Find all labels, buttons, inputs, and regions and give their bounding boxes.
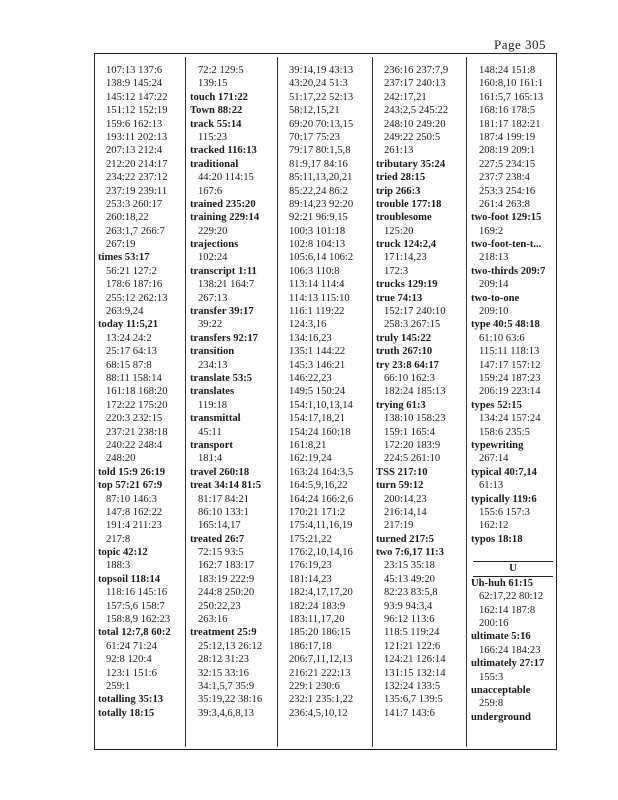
index-headword: track 55:14 bbox=[190, 118, 242, 130]
index-entry-line: 147:8 162:22 bbox=[106, 506, 163, 518]
index-entry-line: 151:12 152:19 bbox=[106, 105, 168, 117]
index-headword: transfer 39:17 bbox=[190, 306, 254, 318]
index-entry-line: 107:13 137:6 bbox=[106, 65, 163, 76]
column-separator-4 bbox=[466, 57, 467, 747]
index-entry-line: 152:17 240:10 bbox=[384, 306, 446, 318]
index-entry-line: 181:14,23 bbox=[289, 573, 332, 585]
index-entry-line: 259:8 bbox=[479, 698, 504, 710]
index-entry-line: 141:7 143:6 bbox=[384, 707, 435, 719]
index-entry-line: 86:10 133:1 bbox=[198, 506, 249, 518]
index-entry-line: 208:19 209:1 bbox=[479, 145, 536, 157]
index-entry-line: 146:22,23 bbox=[289, 372, 332, 384]
index-headword: typical 40:7,14 bbox=[471, 466, 537, 478]
index-entry-line: 178:6 187:16 bbox=[106, 279, 163, 291]
index-entry-line: 89:14,23 92:20 bbox=[289, 198, 354, 210]
index-entry-line: 39:14,19 43:13 bbox=[289, 65, 354, 76]
index-entry-line: 25:12,13 26:12 bbox=[198, 640, 263, 652]
index-entry-line: 229:1 230:6 bbox=[289, 680, 340, 692]
index-entry-line: 175:4,11,16,19 bbox=[289, 520, 353, 532]
index-entry-line: 209:10 bbox=[479, 306, 509, 318]
index-headword: training 229:14 bbox=[190, 212, 260, 224]
index-headword: type 40:5 48:18 bbox=[471, 319, 540, 331]
index-entry-line: 93:9 94:3,4 bbox=[384, 600, 433, 612]
index-entry-line: 255:12 262:13 bbox=[106, 292, 168, 304]
index-entry-line: 51:17,22 52:13 bbox=[289, 91, 354, 103]
index-entry-line: 44:20 114:15 bbox=[198, 172, 254, 184]
index-entry-line: 259:1 bbox=[106, 680, 131, 692]
index-entry-line: 236:4,5,10,12 bbox=[289, 707, 348, 719]
index-entry-line: 106:3 110:8 bbox=[289, 265, 340, 277]
index-entry-line: 164:24 166:2,6 bbox=[289, 493, 354, 505]
index-entry-line: 191:4 211:23 bbox=[106, 520, 162, 532]
index-headword: tracked 116:13 bbox=[190, 145, 257, 157]
index-entry-line: 154:17,18,21 bbox=[289, 413, 345, 425]
index-entry-line: 237:19 239:11 bbox=[106, 185, 168, 197]
index-entry-line: 82:23 83:5,8 bbox=[384, 587, 438, 599]
index-entry-line: 166:24 184:23 bbox=[479, 644, 541, 656]
index-headword: ultimate 5:16 bbox=[471, 631, 531, 643]
index-entry-line: 39:3,4,6,8,13 bbox=[198, 707, 254, 719]
index-headword: unacceptable bbox=[471, 684, 531, 696]
index-entry-line: 158:8,9 162:23 bbox=[106, 614, 171, 626]
index-entry-line: 263:1,7 266:7 bbox=[106, 225, 165, 237]
index-column-4 bbox=[376, 64, 460, 720]
index-headword: totalling 35:13 bbox=[98, 694, 164, 706]
index-entry-line: 85:22,24 86:2 bbox=[289, 185, 348, 197]
index-headword: true 74:13 bbox=[376, 292, 423, 304]
index-headword: trained 235:20 bbox=[190, 198, 256, 210]
index-entry-line: 154:1,10,13,14 bbox=[289, 399, 353, 411]
index-headword: Uh-huh 61:15 bbox=[471, 577, 534, 589]
index-entry-line: 161:18 168:20 bbox=[106, 386, 168, 398]
index-headword: transport bbox=[190, 439, 233, 451]
index-headword: top 57:21 67:9 bbox=[98, 480, 163, 492]
index-entry-line: 114:13 115:10 bbox=[289, 292, 350, 304]
index-headword: truth 267:10 bbox=[376, 346, 433, 358]
index-entry-line: 158:6 235:5 bbox=[479, 426, 530, 438]
index-entry-line: 58:12,15,21 bbox=[289, 105, 340, 117]
index-entry-line: 116:1 119:22 bbox=[289, 306, 345, 318]
index-entry-line: 139:15 bbox=[198, 78, 228, 90]
index-entry-line: 155:6 157:3 bbox=[479, 506, 530, 518]
index-entry-line: 237:7 238:4 bbox=[479, 172, 530, 184]
index-entry-line: 267:14 bbox=[479, 453, 509, 465]
index-entry-line: 25:17 64:13 bbox=[106, 346, 157, 358]
index-entry-line: 172:22 175:20 bbox=[106, 399, 168, 411]
index-entry-line: 87:10 146:3 bbox=[106, 493, 157, 505]
index-entry-line: 102:24 bbox=[198, 252, 228, 264]
index-entry-line: 159:1 165:4 bbox=[384, 426, 435, 438]
index-entry-line: 138:21 164:7 bbox=[198, 279, 255, 291]
index-entry-line: 119:18 bbox=[198, 399, 228, 411]
index-column-2 bbox=[190, 64, 274, 720]
index-headword: tributary 35:24 bbox=[376, 158, 446, 170]
index-entry-line: 253:3 254:16 bbox=[479, 185, 536, 197]
index-entry-line: 79:17 80:1,5,8 bbox=[289, 145, 351, 157]
index-headword: types 52:15 bbox=[471, 399, 522, 411]
index-headword: translates bbox=[190, 386, 235, 398]
index-entry-line: 182:24 183:9 bbox=[289, 600, 346, 612]
index-entry-line: 45:11 bbox=[198, 426, 222, 438]
index-entry-line: 250:22,23 bbox=[198, 600, 241, 612]
index-entry-line: 147:17 157:12 bbox=[479, 359, 541, 371]
column-separator-1 bbox=[185, 57, 186, 747]
index-entry-line: 149:5 150:24 bbox=[289, 386, 346, 398]
index-entry-line: 218:13 bbox=[479, 252, 509, 264]
index-headword: transmittal bbox=[190, 413, 241, 425]
index-headword: typically 119:6 bbox=[471, 493, 537, 505]
index-entry-line: 134:16,23 bbox=[289, 332, 332, 344]
index-entry-line: 155:3 bbox=[479, 671, 504, 683]
index-entry-line: 176:19,23 bbox=[289, 560, 332, 572]
index-headword: transfers 92:17 bbox=[190, 332, 258, 344]
index-headword: times 53:17 bbox=[98, 252, 150, 264]
index-entry-line: 61:13 bbox=[479, 480, 504, 492]
index-headword: topsoil 118:14 bbox=[98, 573, 161, 585]
index-entry-line: 249:22 250:5 bbox=[384, 131, 441, 143]
index-entry-line: 248:10 249:20 bbox=[384, 118, 446, 130]
index-entry-line: 35:19,22 38:16 bbox=[198, 694, 263, 706]
index-entry-line: 217:19 bbox=[384, 520, 414, 532]
index-entry-line: 248:20 bbox=[106, 453, 136, 465]
index-entry-line: 261:13 bbox=[384, 145, 414, 157]
index-entry-line: 162:14 187:8 bbox=[479, 604, 536, 616]
index-entry-line: 124:21 126:14 bbox=[384, 654, 446, 666]
column-separator-2 bbox=[277, 57, 278, 747]
index-entry-line: 181:4 bbox=[198, 453, 223, 465]
index-entry-line: 69:20 70:13,15 bbox=[289, 118, 354, 130]
index-entry-line: 172:3 bbox=[384, 265, 409, 277]
index-entry-line: 43:20,24 51:3 bbox=[289, 78, 348, 90]
blank-line bbox=[471, 546, 555, 559]
index-entry-line: 187:4 199:19 bbox=[479, 131, 536, 143]
index-entry-line: 188:3 bbox=[106, 560, 131, 572]
index-entry-line: 96:12 113:6 bbox=[384, 614, 435, 626]
index-entry-line: 232:1 235:1,22 bbox=[289, 694, 354, 706]
index-entry-line: 209:14 bbox=[479, 279, 509, 291]
index-entry-line: 267:13 bbox=[198, 292, 228, 304]
index-entry-line: 181:17 182:21 bbox=[479, 118, 541, 130]
index-headword: typos 18:18 bbox=[471, 533, 523, 545]
index-entry-line: 62:17,22 80:12 bbox=[479, 591, 544, 603]
index-entry-line: 217:8 bbox=[106, 533, 131, 545]
index-entry-line: 175:21,22 bbox=[289, 533, 332, 545]
index-entry-line: 134:24 157:24 bbox=[479, 413, 541, 425]
index-entry-line: 263:9,24 bbox=[106, 306, 144, 318]
index-entry-line: 113:14 114:4 bbox=[289, 279, 345, 291]
index-entry-line: 164:5,9,16,22 bbox=[289, 480, 348, 492]
index-headword: underground bbox=[471, 711, 531, 723]
index-headword: two 7:6,17 11:3 bbox=[376, 547, 444, 559]
index-entry-line: 115:23 bbox=[198, 131, 228, 143]
index-entry-line: 162:7 183:17 bbox=[198, 560, 255, 572]
index-column-5 bbox=[471, 64, 555, 724]
index-entry-line: 258:3 267:15 bbox=[384, 319, 441, 331]
index-headword: typewriting bbox=[471, 439, 524, 451]
index-entry-line: 182:24 185:13 bbox=[384, 386, 446, 398]
index-entry-line: 28:12 31:23 bbox=[198, 654, 249, 666]
index-headword: total 12:7,8 60:2 bbox=[98, 627, 171, 639]
index-entry-line: 168:16 178:5 bbox=[479, 105, 536, 117]
index-entry-line: 34:1,5,7 35:9 bbox=[198, 680, 255, 692]
index-entry-line: 123:1 151:6 bbox=[106, 667, 157, 679]
index-entry-line: 81:17 84:21 bbox=[198, 493, 249, 505]
index-headword: trajections bbox=[190, 239, 239, 251]
index-headword: two-foot 129:15 bbox=[471, 212, 542, 224]
index-headword: traditional bbox=[190, 158, 239, 170]
index-headword: trucks 129:19 bbox=[376, 279, 438, 291]
index-headword: truly 145:22 bbox=[376, 332, 432, 344]
index-entry-line: 39:22 bbox=[198, 319, 223, 331]
index-entry-line: 92:21 96:9,15 bbox=[289, 212, 348, 224]
index-headword: turned 217:5 bbox=[376, 533, 434, 545]
index-entry-line: 240:22 248:4 bbox=[106, 439, 163, 451]
index-entry-line: 105:6,14 106:2 bbox=[289, 252, 354, 264]
index-entry-line: 260:18,22 bbox=[106, 212, 149, 224]
index-entry-line: 253:3 260:17 bbox=[106, 198, 163, 210]
index-entry-line: 72:15 93:5 bbox=[198, 547, 244, 559]
index-headword: trip 266:3 bbox=[376, 185, 421, 197]
index-entry-line: 121:21 122:6 bbox=[384, 640, 441, 652]
index-column-3 bbox=[289, 64, 373, 720]
index-entry-line: 61:10 63:6 bbox=[479, 332, 525, 344]
index-entry-line: 227:5 234:15 bbox=[479, 158, 536, 170]
index-entry-line: 234:22 237:12 bbox=[106, 172, 168, 184]
index-entry-line: 70:17 75:23 bbox=[289, 131, 340, 143]
index-headword: ultimately 27:17 bbox=[471, 658, 545, 670]
index-entry-line: 186:17,18 bbox=[289, 640, 332, 652]
index-entry-line: 68:15 87:8 bbox=[106, 359, 152, 371]
index-headword: Town 88:22 bbox=[190, 105, 243, 117]
index-entry-line: 56:21 127:2 bbox=[106, 265, 157, 277]
index-headword: told 15:9 26:19 bbox=[98, 466, 166, 478]
index-entry-line: 66:10 162:3 bbox=[384, 372, 435, 384]
index-headword: try 23:8 64:17 bbox=[376, 359, 439, 371]
index-entry-line: 138:9 145:24 bbox=[106, 78, 163, 90]
index-entry-line: 185:20 186:15 bbox=[289, 627, 351, 639]
index-entry-line: 207:13 212:4 bbox=[106, 145, 163, 157]
index-entry-line: 118:5 119:24 bbox=[384, 627, 440, 639]
index-entry-line: 85:11,13,20,21 bbox=[289, 172, 353, 184]
index-headword: treat 34:14 81:5 bbox=[190, 480, 261, 492]
index-entry-line: 206:7,11,12,13 bbox=[289, 654, 353, 666]
index-entry-line: 23:15 35:18 bbox=[384, 560, 435, 572]
index-entry-line: 237:17 240:13 bbox=[384, 78, 446, 90]
index-entry-line: 118:16 145:16 bbox=[106, 587, 168, 599]
index-headword: trouble 177:18 bbox=[376, 198, 442, 210]
index-entry-line: 115:11 118:13 bbox=[479, 346, 540, 358]
index-entry-line: 212:20 214:17 bbox=[106, 158, 168, 170]
index-entry-line: 88:11 158:14 bbox=[106, 372, 162, 384]
index-headword: transition bbox=[190, 346, 235, 358]
index-entry-line: 263:16 bbox=[198, 614, 228, 626]
index-entry-line: 236:16 237:7,9 bbox=[384, 65, 449, 76]
index-entry-line: 216:21 222:13 bbox=[289, 667, 351, 679]
index-headword: touch 171:22 bbox=[190, 91, 248, 103]
index-entry-line: 148:24 151:8 bbox=[479, 65, 536, 76]
index-entry-line: 61:24 71:24 bbox=[106, 640, 157, 652]
index-entry-line: 170:21 171:2 bbox=[289, 506, 346, 518]
section-letter: U bbox=[473, 561, 553, 576]
index-headword: travel 260:18 bbox=[190, 466, 250, 478]
index-entry-line: 171:14,23 bbox=[384, 252, 427, 264]
index-entry-line: 32:15 33:16 bbox=[198, 667, 249, 679]
index-entry-line: 229:20 bbox=[198, 225, 228, 237]
index-headword: TSS 217:10 bbox=[376, 466, 428, 478]
index-headword: treated 26:7 bbox=[190, 533, 245, 545]
index-entry-line: 234:13 bbox=[198, 359, 228, 371]
index-entry-line: 261:4 263:8 bbox=[479, 198, 530, 210]
index-entry-line: 216:14,14 bbox=[384, 506, 427, 518]
index-entry-line: 102:8 104:13 bbox=[289, 239, 346, 251]
index-entry-line: 220:3 232:15 bbox=[106, 413, 163, 425]
index-entry-line: 72:2 129:5 bbox=[198, 65, 244, 76]
index-entry-line: 92:8 120:4 bbox=[106, 654, 152, 666]
index-headword: transcript 1:11 bbox=[190, 265, 257, 277]
index-entry-line: 193:11 202:13 bbox=[106, 131, 168, 143]
index-headword: truck 124:2,4 bbox=[376, 239, 437, 251]
index-entry-line: 154:24 160:18 bbox=[289, 426, 351, 438]
index-entry-line: 162:19,24 bbox=[289, 453, 332, 465]
index-headword: today 11:5,21 bbox=[98, 319, 159, 331]
index-headword: totally 18:15 bbox=[98, 707, 155, 719]
index-entry-line: 100:3 101:18 bbox=[289, 225, 346, 237]
index-headword: two-foot-ten-t... bbox=[471, 239, 542, 251]
index-headword: tried 28:15 bbox=[376, 172, 426, 184]
index-entry-line: 200:16 bbox=[479, 618, 509, 630]
index-entry-line: 125:20 bbox=[384, 225, 414, 237]
index-entry-line: 159:6 162:13 bbox=[106, 118, 163, 130]
index-entry-line: 200:14,23 bbox=[384, 493, 427, 505]
index-entry-line: 161:8,21 bbox=[289, 439, 327, 451]
index-headword: translate 53:5 bbox=[190, 372, 253, 384]
index-entry-line: 267:19 bbox=[106, 239, 136, 251]
index-entry-line: 206:19 223:14 bbox=[479, 386, 541, 398]
index-entry-line: 161:5,7 165:13 bbox=[479, 91, 544, 103]
index-headword: treatment 25:9 bbox=[190, 627, 257, 639]
index-entry-line: 169:2 bbox=[479, 225, 504, 237]
index-headword: two-to-one bbox=[471, 292, 520, 304]
index-entry-line: 145:12 147:22 bbox=[106, 91, 168, 103]
index-headword: turn 59:12 bbox=[376, 480, 424, 492]
index-entry-line: 138:10 158:23 bbox=[384, 413, 446, 425]
index-entry-line: 81:9,17 84:16 bbox=[289, 158, 348, 170]
index-entry-line: 159:24 187:23 bbox=[479, 372, 541, 384]
index-entry-line: 13:24 24:2 bbox=[106, 332, 152, 344]
index-entry-line: 176:2,10,14,16 bbox=[289, 547, 353, 559]
index-entry-line: 132:24 133:5 bbox=[384, 680, 441, 692]
index-entry-line: 183:19 222:9 bbox=[198, 573, 255, 585]
index-entry-line: 163:24 164:3,5 bbox=[289, 466, 354, 478]
index-headword: troublesome bbox=[376, 212, 432, 224]
index-entry-line: 243:2,5 245:22 bbox=[384, 105, 449, 117]
index-entry-line: 244:8 250:20 bbox=[198, 587, 255, 599]
index-headword: two-thirds 209:7 bbox=[471, 265, 546, 277]
index-entry-line: 135:6,7 139:5 bbox=[384, 694, 443, 706]
index-entry-line: 242:17,21 bbox=[384, 91, 427, 103]
index-entry-line: 182:4,17,17,20 bbox=[289, 587, 353, 599]
index-headword: topic 42:12 bbox=[98, 547, 148, 559]
index-entry-line: 162:12 bbox=[479, 520, 509, 532]
index-entry-line: 224:5 261:10 bbox=[384, 453, 441, 465]
index-entry-line: 124:3,16 bbox=[289, 319, 327, 331]
index-headword: trying 61:3 bbox=[376, 399, 426, 411]
index-entry-line: 45:13 49:20 bbox=[384, 573, 435, 585]
index-entry-line: 172:20 183:9 bbox=[384, 439, 441, 451]
index-entry-line: 237:21 238:18 bbox=[106, 426, 168, 438]
index-entry-line: 160:8,10 161:1 bbox=[479, 78, 544, 90]
index-entry-line: 157:5,6 158:7 bbox=[106, 600, 165, 612]
index-entry-line: 131:15 132:14 bbox=[384, 667, 446, 679]
index-entry-line: 135:1 144:22 bbox=[289, 346, 346, 358]
index-entry-line: 145:3 146:21 bbox=[289, 359, 346, 371]
index-column-1 bbox=[98, 64, 182, 720]
index-entry-line: 167:6 bbox=[198, 185, 223, 197]
index-entry-line: 183:11,17,20 bbox=[289, 614, 345, 626]
page-number: Page 305 bbox=[494, 37, 547, 52]
index-entry-line: 165:14,17 bbox=[198, 520, 241, 532]
